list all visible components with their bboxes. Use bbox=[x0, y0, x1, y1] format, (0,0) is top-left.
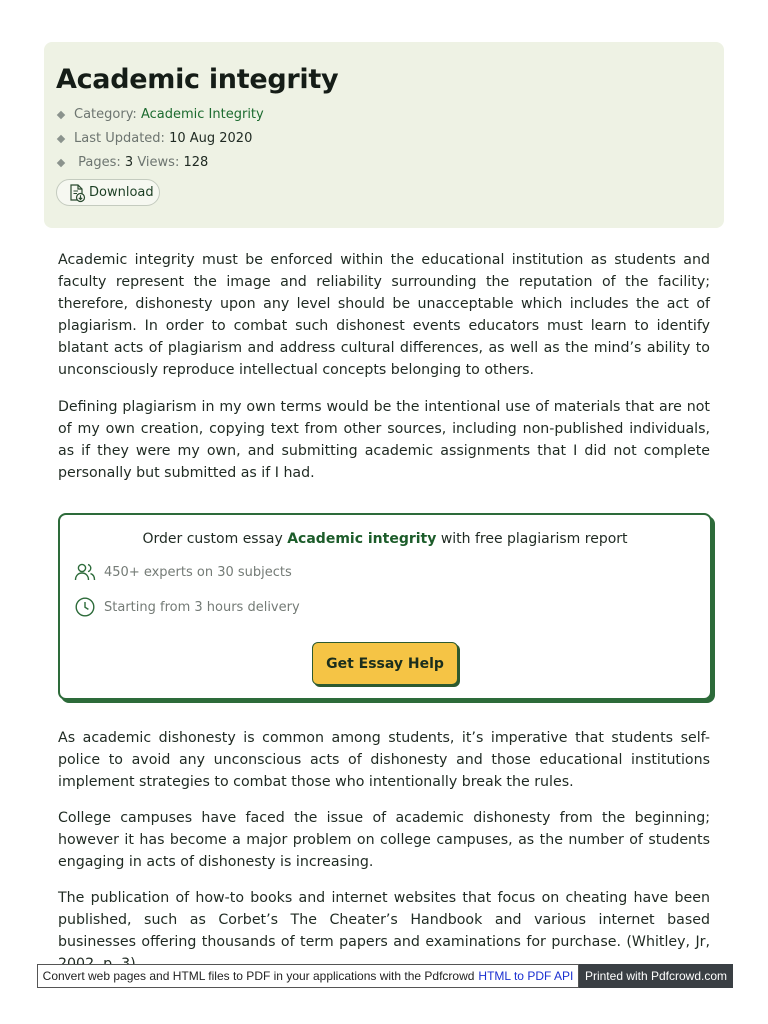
views-label: Views: bbox=[137, 155, 180, 170]
meta-category bbox=[56, 107, 264, 122]
promo-title-suffix: with free plagiarism report bbox=[440, 531, 628, 547]
delivery-text: Starting from 3 hours delivery bbox=[104, 599, 300, 615]
promo-feature-delivery bbox=[74, 596, 300, 618]
pdfcrowd-convert-banner bbox=[37, 964, 579, 988]
get-essay-help-button[interactable]: Get Essay Help bbox=[312, 642, 458, 685]
download-document-icon bbox=[67, 183, 87, 203]
bullet-diamond-icon bbox=[57, 134, 65, 142]
clock-icon bbox=[74, 596, 96, 618]
updated-value: 10 Aug 2020 bbox=[169, 131, 253, 146]
body-paragraph: Defining plagiarism in my own terms would be the intentional use of materials that are not of my own creation, copying text from other sources, including non-published individuals, as if they were my own, and submitting academic assignments that I did not complete personally but submitted as if I had. bbox=[58, 399, 710, 481]
category-label: Category: bbox=[74, 107, 137, 122]
meta-last-updated bbox=[56, 131, 252, 146]
page-title: Academic integrity bbox=[56, 64, 339, 95]
category-link[interactable]: Academic Integrity bbox=[140, 107, 264, 122]
bullet-diamond-icon bbox=[57, 158, 65, 166]
convert-text: Convert web pages and HTML files to PDF in your applications with the Pdfcrowd bbox=[42, 969, 475, 983]
promo-title-prefix: Order custom essay bbox=[142, 531, 283, 547]
pages-value: 3 bbox=[124, 155, 134, 170]
body-paragraph: Academic integrity must be enforced within the educational institution as students and faculty represent the image and reliability surrounding the reputation of the facility; therefore, dishonesty upon any level should be unacceptable which includes the act of plagiarism. In order to combat such dishonest events educators must learn to identify blatant acts of plagiarism and address cultural differences, as well as the mind’s ability to unconsciously reproduce intellectual concepts belonging to others. bbox=[58, 252, 710, 378]
pages-label: Pages: bbox=[78, 155, 121, 170]
bullet-diamond-icon bbox=[57, 110, 65, 118]
promo-title bbox=[60, 531, 710, 547]
download-label: Download bbox=[89, 185, 154, 200]
users-icon bbox=[74, 561, 96, 583]
promo-title-highlight: Academic integrity bbox=[287, 531, 437, 547]
html-to-pdf-api-link[interactable]: HTML to PDF API bbox=[478, 969, 574, 983]
promo-feature-experts bbox=[74, 561, 292, 583]
printed-with-pdfcrowd-badge[interactable]: Printed with Pdfcrowd.com bbox=[579, 964, 733, 988]
order-essay-promo bbox=[58, 513, 712, 700]
body-paragraph: As academic dishonesty is common among students, it’s imperative that students self-police to avoid any unconscious acts of dishonesty and those educational institutions implement strategies to combat those who intentionally break the rules. bbox=[58, 730, 710, 790]
views-value: 128 bbox=[183, 155, 209, 170]
body-paragraph: College campuses have faced the issue of academic dishonesty from the beginning; however it has become a major problem on college campuses, as the number of students engaging in acts of dishonesty is increasing. bbox=[58, 810, 710, 870]
download-button[interactable] bbox=[56, 179, 160, 206]
meta-pages-views bbox=[56, 155, 208, 170]
body-paragraph: The publication of how-to books and internet websites that focus on cheating have been published, such as Corbet’s The Cheater’s Handbook and various internet based businesses offering thousands of term papers and examinations for purchase. (Whitley, Jr, bbox=[58, 890, 710, 950]
experts-text: 450+ experts on 30 subjects bbox=[104, 564, 292, 580]
updated-label: Last Updated: bbox=[74, 131, 165, 146]
